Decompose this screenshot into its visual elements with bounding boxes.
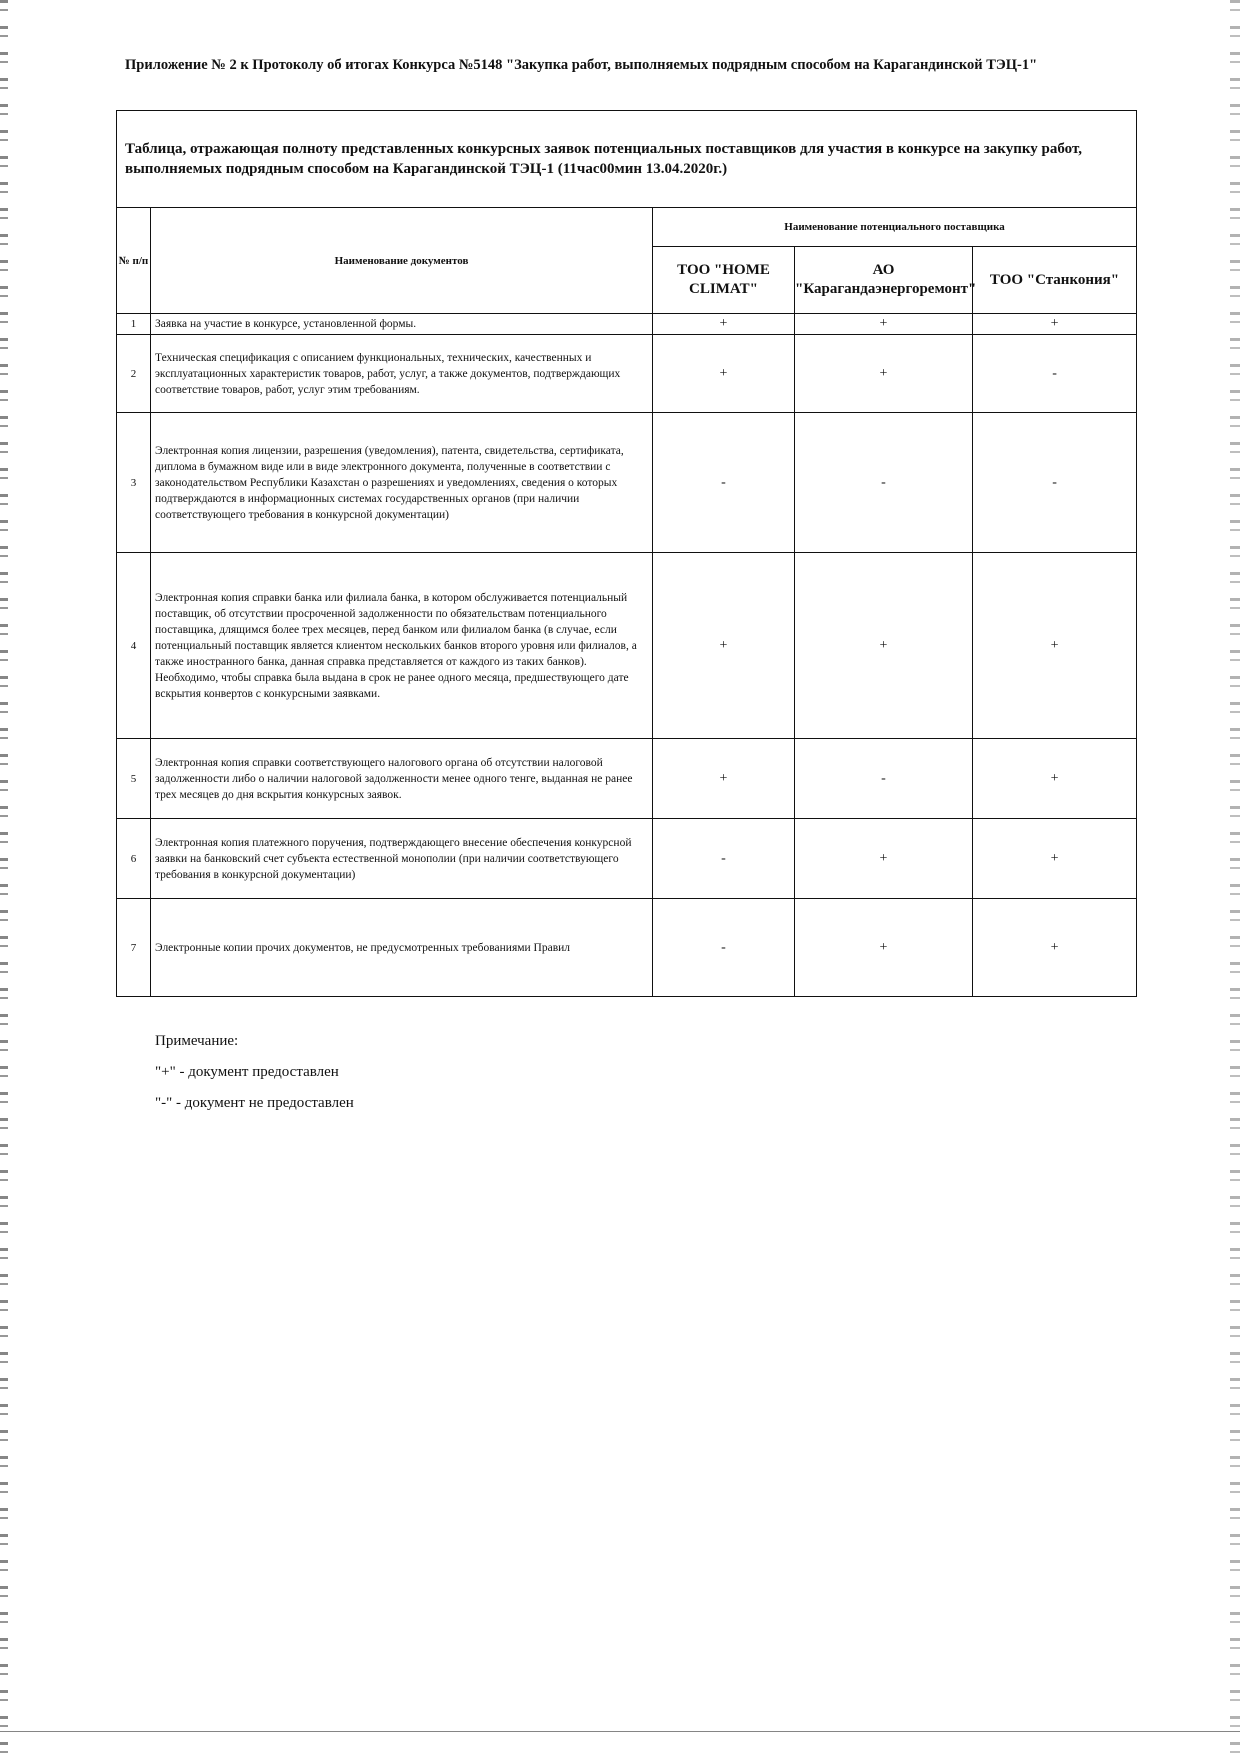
row-mark-supplier-3: +	[973, 314, 1137, 335]
row-mark-supplier-1: +	[653, 739, 795, 819]
table-row	[117, 819, 1137, 899]
row-doc: Электронная копия лицензии, разрешения (уведомления), патента, свидетельства, сертификата, диплома в бумажном виде или в виде электронного документа, полученные в соответствии с законодательством Республики Казахстан о разрешениях и уведомлениях, сведения о которых подтверждаются в информационных системах государственных органов (при наличии соответствующего требования в конкурсной документации)	[151, 413, 653, 553]
row-num: 3	[117, 413, 151, 553]
header-supplier-2: АО "Карагандаэнергоремонт"	[795, 247, 973, 314]
notes-plus: "+" - документ предоставлен	[155, 1064, 339, 1080]
row-mark-supplier-3: +	[973, 739, 1137, 819]
row-mark-supplier-3: -	[973, 413, 1137, 553]
row-mark-supplier-2: +	[795, 335, 973, 413]
row-num: 6	[117, 819, 151, 899]
row-mark-supplier-3: +	[973, 899, 1137, 997]
row-doc: Электронная копия платежного поручения, подтверждающего внесение обеспечения конкурсной заявки на банковский счет субъекта естественной монополии (при наличии соответствующего требования в конкурсной документации)	[151, 819, 653, 899]
row-doc: Заявка на участие в конкурсе, установленной формы.	[151, 314, 653, 335]
completeness-table	[116, 110, 1137, 997]
row-doc: Техническая спецификация с описанием функциональных, технических, качественных и эксплуатационных характеристик товаров, работ, услуг, а также документов, подтверждающих соответствие товаров, работ, услуг этим требованиям.	[151, 335, 653, 413]
row-num: 2	[117, 335, 151, 413]
row-num: 7	[117, 899, 151, 997]
table-row	[117, 739, 1137, 819]
header-supplier-3: ТОО "Станкония"	[973, 247, 1137, 314]
header-supplier-group: Наименование потенциального поставщика	[653, 208, 1137, 247]
row-mark-supplier-1: -	[653, 413, 795, 553]
scan-edge-right	[1230, 0, 1240, 1754]
row-mark-supplier-3: +	[973, 553, 1137, 739]
row-doc: Электронная копия справки банка или филиала банка, в котором обслуживается потенциальный поставщик, об отсутствии просроченной задолженности по обязательствам потенциального поставщика, длящимся более трех месяцев, перед банком или филиалом банка (в случае, если потенциальный поставщик является клиентом нескольких банков второго уровня или филиалов, а также иностранного банка, данная справка представляется от каждого из таких банков). Необходимо, чтобы справка была выдана в срок не ранее одного месяца, предшествующего дате вскрытия конвертов с конкурсными заявками.	[151, 553, 653, 739]
row-mark-supplier-2: +	[795, 314, 973, 335]
row-mark-supplier-3: +	[973, 819, 1137, 899]
notes	[155, 1026, 354, 1119]
row-mark-supplier-2: +	[795, 553, 973, 739]
table-row	[117, 335, 1137, 413]
row-mark-supplier-3: -	[973, 335, 1137, 413]
row-mark-supplier-2: +	[795, 819, 973, 899]
document-heading: Приложение № 2 к Протоколу об итогах Конкурса №5148 "Закупка работ, выполняемых подрядным способом на Карагандинской ТЭЦ-1"	[125, 57, 1038, 73]
row-mark-supplier-2: +	[795, 899, 973, 997]
row-doc: Электронные копии прочих документов, не предусмотренных требованиями Правил	[151, 899, 653, 997]
row-mark-supplier-1: +	[653, 314, 795, 335]
row-mark-supplier-2: -	[795, 739, 973, 819]
row-num: 4	[117, 553, 151, 739]
table-row	[117, 413, 1137, 553]
row-mark-supplier-1: +	[653, 335, 795, 413]
row-num: 5	[117, 739, 151, 819]
scan-edge-left	[0, 0, 8, 1754]
notes-title: Примечание:	[155, 1033, 239, 1049]
row-mark-supplier-1: -	[653, 819, 795, 899]
table-row	[117, 899, 1137, 997]
header-num: № п/п	[117, 208, 151, 314]
table-row	[117, 553, 1137, 739]
row-mark-supplier-1: +	[653, 553, 795, 739]
table-row	[117, 314, 1137, 335]
notes-minus: "-" - документ не предоставлен	[155, 1095, 354, 1111]
header-doc: Наименование документов	[151, 208, 653, 314]
row-mark-supplier-2: -	[795, 413, 973, 553]
header-supplier-1: ТОО "HOME CLIMAT"	[653, 247, 795, 314]
completeness-table-wrap	[116, 110, 1136, 997]
table-caption: Таблица, отражающая полноту представленных конкурсных заявок потенциальных поставщиков для участия в конкурсе на закупку работ, выполняемых подрядным способом на Карагандинской ТЭЦ-1 (11час00мин 13.04.2020г.)	[117, 111, 1137, 208]
row-doc: Электронная копия справки соответствующего налогового органа об отсутствии налоговой задолженности либо о наличии налоговой задолженности менее одного тенге, выданная не ранее трех месяцев до дня вскрытия конкурсных заявок.	[151, 739, 653, 819]
row-num: 1	[117, 314, 151, 335]
row-mark-supplier-1: -	[653, 899, 795, 997]
scan-bottom-line	[0, 1731, 1240, 1732]
